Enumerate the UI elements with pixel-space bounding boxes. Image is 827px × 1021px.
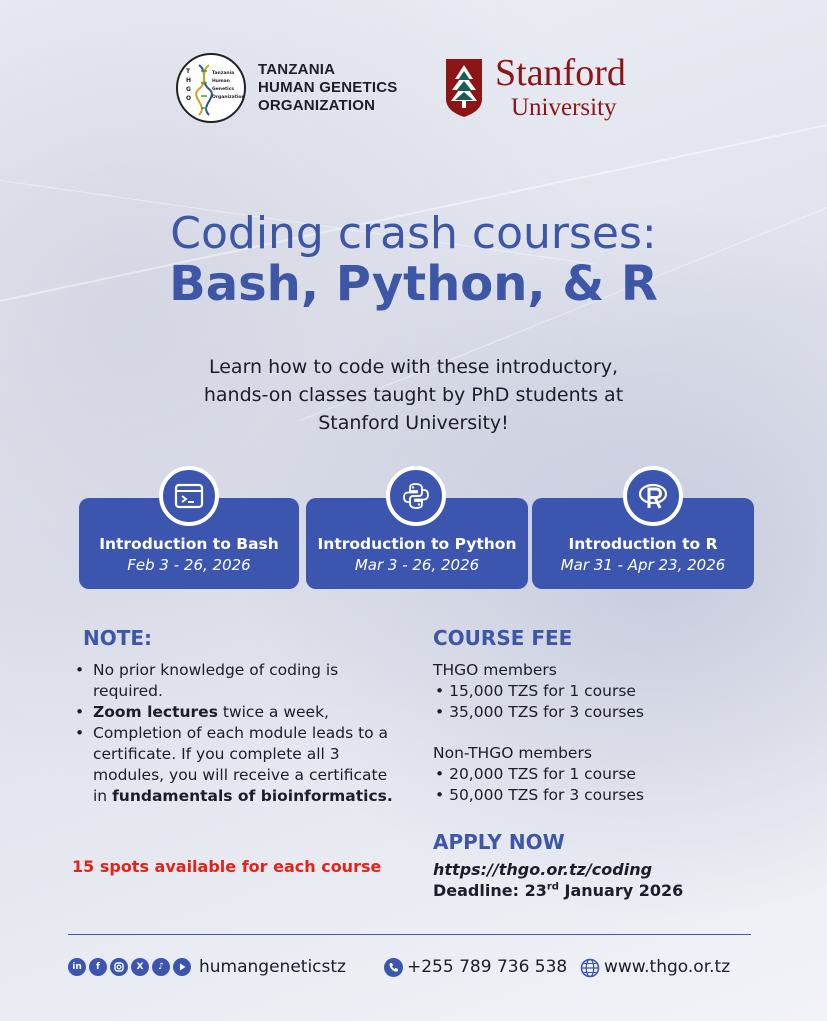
divider [68, 934, 751, 935]
org-name: TANZANIA HUMAN GENETICS ORGANIZATION [258, 61, 398, 114]
list-item: • Zoom lectures twice a week, [75, 702, 405, 723]
deadline: Deadline: 23rd January 2026 [433, 881, 684, 900]
course-dates: Mar 3 - 26, 2026 [354, 556, 480, 574]
apply-link[interactable]: https://thgo.or.tz/coding [433, 860, 653, 879]
apply-heading: APPLY NOW [433, 830, 565, 854]
r-language-icon [637, 480, 669, 512]
note-list [75, 660, 405, 807]
linkedin-icon[interactable]: in [68, 958, 86, 976]
list-item: • 50,000 TZS for 3 courses [435, 786, 645, 804]
page-title: Coding crash courses: [170, 208, 657, 259]
website-link[interactable]: www.thgo.or.tz [604, 957, 731, 977]
course-dates: Feb 3 - 26, 2026 [127, 556, 251, 574]
course-badge-r [623, 466, 683, 526]
globe-icon [580, 958, 600, 978]
spots-notice: 15 spots available for each course [72, 857, 382, 876]
terminal-icon [173, 480, 205, 512]
tiktok-icon[interactable]: ♪ [152, 958, 170, 976]
intro-paragraph: Learn how to code with these introductory, hands-on classes taught by PhD students at Stanford University! [203, 356, 624, 434]
fee-nonmembers [433, 743, 644, 806]
course-title: Introduction to Bash [99, 535, 279, 553]
course-title: Introduction to R [568, 535, 718, 553]
x-icon[interactable]: X [131, 958, 149, 976]
stanford-tree-icon [443, 57, 485, 119]
list-item: • Completion of each module leads to a certificate. If you complete all 3 modules, you will receive a certificate in fundamentals of bioinformatics. [75, 723, 405, 807]
fee-members [433, 660, 644, 723]
instagram-icon[interactable] [110, 958, 128, 976]
course-title: Introduction to Python [317, 535, 517, 553]
phone-icon [384, 958, 403, 977]
dna-helix-icon [195, 63, 213, 117]
python-icon [400, 480, 432, 512]
course-badge-bash [159, 466, 219, 526]
stanford-wordmark: Stanford [495, 52, 626, 94]
list-item: • 35,000 TZS for 3 courses [435, 703, 645, 721]
list-item: • 20,000 TZS for 1 course [435, 765, 636, 783]
course-dates: Mar 31 - Apr 23, 2026 [560, 556, 726, 574]
video-icon[interactable] [173, 958, 191, 976]
phone-number[interactable]: +255 789 736 538 [407, 957, 568, 977]
thgo-logo [176, 53, 246, 123]
page-subtitle: Bash, Python, & R [169, 256, 658, 312]
facebook-icon[interactable]: f [89, 958, 107, 976]
stanford-subtitle: University [511, 94, 617, 121]
note-heading: NOTE: [83, 626, 153, 650]
fee-group-label: Non-THGO members [433, 744, 592, 762]
thgo-logo-text: Tanzania Human Genetics Organization [212, 71, 245, 100]
list-item: • 15,000 TZS for 1 course [435, 682, 636, 700]
list-item: • No prior knowledge of coding is required. [75, 660, 405, 702]
thgo-logo-letters: T H G O [186, 68, 192, 102]
fee-heading: COURSE FEE [433, 626, 573, 650]
fee-group-label: THGO members [433, 661, 557, 679]
social-handle[interactable]: humangeneticstz [199, 957, 346, 977]
course-badge-python [386, 466, 446, 526]
